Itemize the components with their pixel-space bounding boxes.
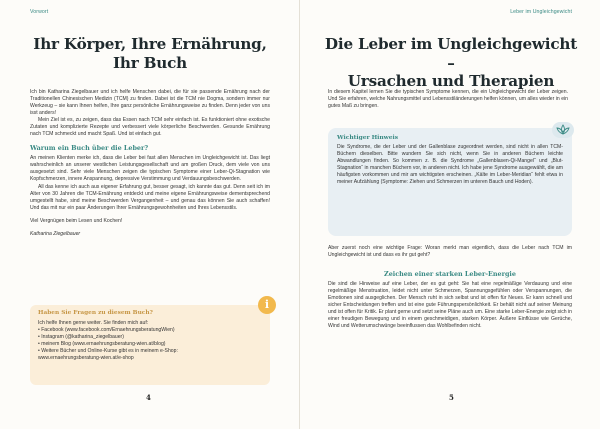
facebook-link[interactable]: • Facebook (www.facebook.com/ErnaehrungsberatungWien) bbox=[38, 327, 175, 334]
title-line-1: Ihr Körper, Ihre Ernährung, bbox=[33, 35, 267, 53]
paragraph: All das kenne ich auch aus eigener Erfahrung gut, besser gesagt, ich kannte das gut. Denn seit ich im Alter von 30 Jahren die TCM-Ernährung entdeckt und meine eigene Ernährungsweise dementsprechend umgestellt habe, sind meine Beschwerden Vergangenheit – und genau das können Sie auch schaffen! Und das mit nur ein paar Änderungen Ihrer Ernährungsgewohnheiten und Ihres Lebensstils. bbox=[30, 183, 270, 211]
foreword-body bbox=[30, 89, 270, 238]
paragraph: Die sind die Hinweise auf eine Leber, der es gut geht: Sie hat eine regelmäßige Verdauung und eine regelmäßige Menstruation, leidet nicht unter Schmerzen, Spannungsgefühlen oder Verspannungen, die Emotionen sind ausgeglichen. Der Mensch ruht in sich selbst und ist offen für Neues. Er kann schnell und sicher Entscheidungen treffen und ist eine gute Führungspersönlichkeit. Er behält nicht auf seiner Meinung und ist offen für Kritik. Er plant gerne und setzt seine Pläne auch um. Eine starke Leber-Energie zeigt sich in einer freudigen Bewegung und in einem geschmeidigen, starken Körper. Äußere Einflüsse wie Gerüche, Wind und Wetterumschwünge beeinflussen das Wohlbefinden nicht. bbox=[328, 281, 572, 330]
page-number-right: 5 bbox=[449, 393, 454, 402]
important-hint-box bbox=[328, 128, 572, 236]
right-page bbox=[300, 0, 600, 429]
hint-badge bbox=[552, 122, 574, 138]
lotus-icon bbox=[556, 124, 570, 136]
running-head-right: Leber im Ungleichgewicht bbox=[510, 9, 572, 15]
closing-line: Viel Vergnügen beim Lesen und Kochen! bbox=[30, 217, 123, 224]
info-box-line: Ich helfe Ihnen gerne weiter. Sie finden mich auf: bbox=[38, 320, 149, 326]
running-head-left: Vorwort bbox=[30, 9, 49, 15]
info-icon: i bbox=[258, 296, 276, 314]
strong-liver-section bbox=[328, 264, 572, 330]
instagram-link[interactable]: • Instagram (@katharina_ziegelbauer) bbox=[38, 334, 124, 341]
hint-text: Die Syndrome, die der Leber und der Gallenblase zugeordnet werden, sind nicht in allen TCM-Büchern dieselben. Bitte wundern Sie sich nicht, wenn Sie in anderen Büchern leichte Abwandlungen finden. So kommen z. B. die Syndrome „Gallenblasen-Qi-Mangel“ und „Blut-Stagnation“ in manchen Büchern vor, in anderen nicht. Ich habe jene Syndrome ausgewählt, die am häufigsten vorkommen und mir am wichtigsten erscheinen. „Kälte im Leber-Meridian“ fehlt etwa in meiner Aufzählung (Symptome: Ziehen und Schmerzen im unteren Bauch und Hoden). bbox=[337, 144, 563, 186]
chapter-intro: In diesem Kapitel lernen Sie die typischen Symptome kennen, die ein Ungleichgewicht der Leber zeigen. Und Sie erfahren, welche Nahrungsmittel und Lebensstiländerungen helfen können, um alles wieder in ein gutes Maß zu bringen. bbox=[328, 89, 568, 110]
key-question: Aber zuerst noch eine wichtige Frage: Woran merkt man eigentlich, dass die Leber nach TCM im Ungleichgewicht ist und dass es ihr gut geht? bbox=[328, 245, 572, 259]
paragraph: An meinen Klienten merke ich, dass die Leber bei fast allen Menschen im Ungleichgewicht ist. Das liegt wahrscheinlich an unserer westlichen Leistungsgesellschaft und am großen Druck, dem viele von uns ausgesetzt sind. Sehr viele Menschen zeigen die typischen Symptome einer Leber-Qi-Stagnation wie Kopfschmerzen, innere Anspannung, depressive Verstimmung und Verdauungsbeschwerden. bbox=[30, 155, 270, 183]
title-line-2: Ihr Buch bbox=[112, 53, 187, 72]
info-box-line: • Weitere Bücher und Online-Kurse gibt es in meinem e-Shop: bbox=[38, 348, 178, 355]
paragraph: Ich bin Katharina Ziegelbauer und ich helfe Menschen dabei, die für sie passende Ernährung nach der Traditionellen Chinesischen Medizin (TCM) zu finden. Dabei ist die TCM nie Dogma, sondern immer nur Werkzeug – sie kann Ihnen helfen, Ihre ganz persönliche Ernährungsweise zu finden. Denn jeder von uns isst anders! bbox=[30, 89, 270, 117]
info-box-title: Haben Sie Fragen zu diesem Buch? bbox=[38, 310, 153, 316]
section-heading: Zeichen einer starken Leber-Energie bbox=[384, 270, 516, 278]
author-signature: Katharina Ziegelbauer bbox=[30, 230, 81, 237]
title-line-1: Die Leber im Ungleichgewicht – bbox=[324, 35, 578, 72]
chapter-title-left bbox=[30, 35, 270, 72]
section-heading: Warum ein Buch über die Leber? bbox=[30, 144, 149, 153]
paragraph: Mein Ziel ist es, zu zeigen, dass das Essen nach TCM sehr einfach ist. Es funktioniert ohne exotische Zutaten und komplizierte Rezepte und verbessert viele körperliche Beschwerden. Gesunde Ernährung nach TCM schmeckt und macht Spaß. Und ist einfach gut. bbox=[30, 117, 270, 138]
eshop-link[interactable]: www.ernaehrungsberatung-wien.at/e-shop bbox=[38, 355, 134, 362]
chapter-title-right bbox=[322, 35, 580, 91]
title-line-2: Ursachen und Therapien bbox=[347, 72, 555, 91]
page-number-left: 4 bbox=[146, 393, 151, 402]
questions-info-box bbox=[30, 298, 270, 385]
blog-link[interactable]: • meinem Blog (www.ernaehrungsberatung-wien.at/blog) bbox=[38, 341, 166, 348]
hint-title: Wichtiger Hinweis bbox=[337, 134, 399, 141]
